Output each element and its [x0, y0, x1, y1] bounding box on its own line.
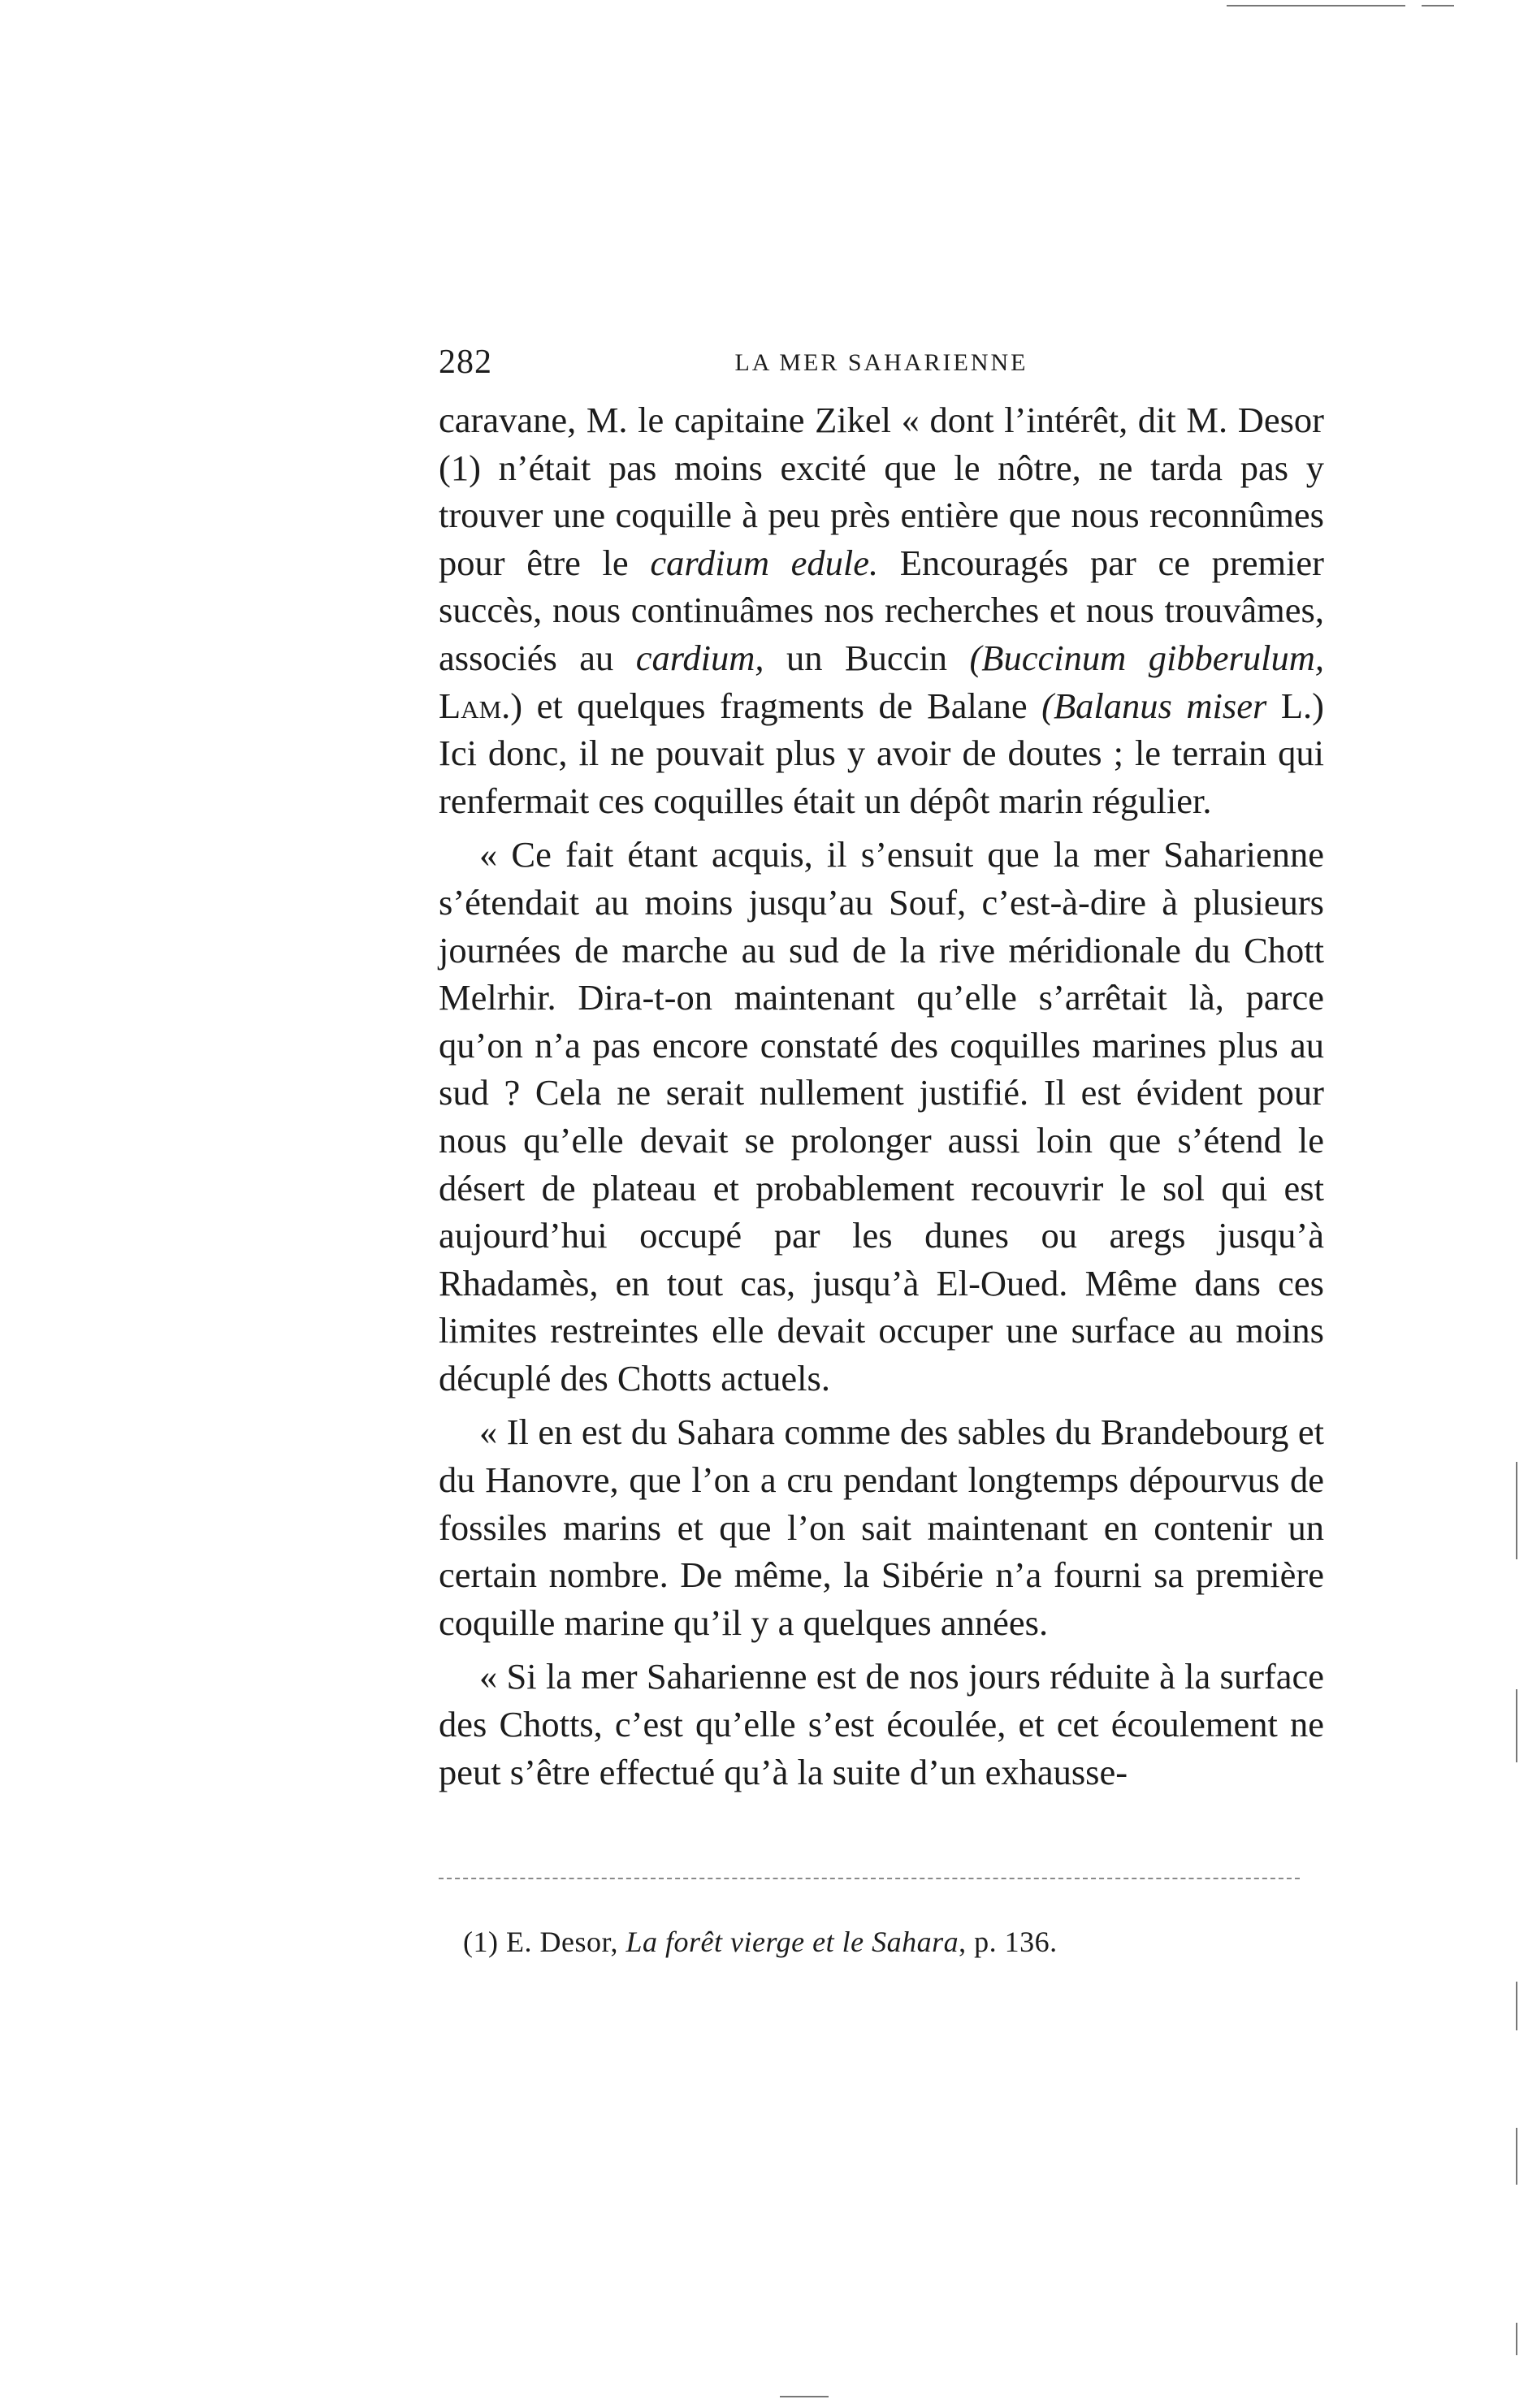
scan-edge-mark — [1516, 2128, 1517, 2185]
scan-edge-mark — [1516, 1982, 1517, 2030]
paragraph-1-text-2: Encouragés par ce premier succès, nous continuâmes nos recherches et nous trouvâmes, associés au — [439, 542, 1324, 678]
page-header — [439, 343, 1324, 391]
footnote-divider — [439, 1878, 1300, 1879]
paragraph-1-italic-2: cardium, — [635, 637, 764, 678]
footnote-rest: , p. 136. — [959, 1926, 1058, 1958]
paragraph-1 — [439, 396, 1324, 824]
main-text — [439, 396, 1324, 1796]
paragraph-1-italic-3: (Buccinum gibberulum, — [969, 637, 1325, 678]
scan-edge-mark — [1516, 1689, 1517, 1762]
paragraph-1-text-1: caravane, M. le capitaine Zikel « dont l’intérêt, dit M. Desor (1) n’était pas moins excité que le nôtre, ne tarda pas y trouver une coquille à peu près entière que nous reconnûmes pour être le — [439, 400, 1324, 583]
paragraph-1-text-5: ) et quelques fragments de Balane — [510, 685, 1042, 726]
scan-edge-mark — [780, 2396, 829, 2397]
paragraph-4: « Si la mer Saharienne est de nos jours réduite à la surface des Chotts, c’est qu’elle s’est écoulée, et cet écoulement ne peut s’être effectué qu’à la suite d’un exhausse- — [439, 1656, 1324, 1792]
paragraph-1-text-6: L.) Ici donc, il ne pouvait plus y avoir de doutes ; le terrain qui renfermait ces coquilles était un dépôt marin régulier. — [439, 685, 1324, 821]
scan-edge-mark — [1422, 5, 1454, 6]
paragraph-1-smallcaps-1: Lam. — [439, 685, 511, 726]
paragraph-1-italic-4: (Balanus miser — [1041, 685, 1267, 726]
paragraph-1-italic-1: cardium edule. — [650, 542, 879, 583]
page-number: 282 — [439, 344, 492, 381]
footnote-title: La forêt vierge et le Sahara — [625, 1926, 959, 1958]
scan-edge-mark — [1227, 5, 1405, 6]
paragraph-2: « Ce fait étant acquis, il s’ensuit que la mer Saharienne s’étendait au moins jusqu’au Souf, c’est-à-dire à plusieurs journées de marche au sud de la rive méridionale du Chott Melrhir. Dira-t-on maintenant qu’elle s’arrêtait là, parce qu’on n’a pas encore constaté des coquilles marines plus au sud ? Cela ne serait nullement justifié. Il est évident pour nous qu’elle devait se prolonger aussi loin que s’étend le désert de plateau et probablement recouvrir le sol qui est aujourd’hui occupé par les dunes ou aregs jusqu’à Rhadamès, en tout cas, jusqu’à El-Oued. Même dans ces limites restreintes elle devait occuper une surface au moins décuplé des Chotts actuels. — [439, 834, 1324, 1399]
paragraph-3: « Il en est du Sahara comme des sables du Brandebourg et du Hanovre, que l’on a cru pendant longtemps dépourvus de fossiles marins et que l’on sait maintenant en contenir un certain nombre. De même, la Sibérie n’a fourni sa première coquille marine qu’il y a quelques années. — [439, 1412, 1324, 1643]
scan-edge-mark — [1516, 2323, 1517, 2355]
scan-edge-mark — [1516, 1462, 1517, 1559]
paragraph-1-text-3: un Buccin — [764, 637, 970, 678]
footnote-marker: (1) E. Desor, — [463, 1926, 626, 1958]
footnote — [463, 1923, 1308, 1961]
running-title: LA MER SAHARIENNE — [734, 349, 1028, 376]
